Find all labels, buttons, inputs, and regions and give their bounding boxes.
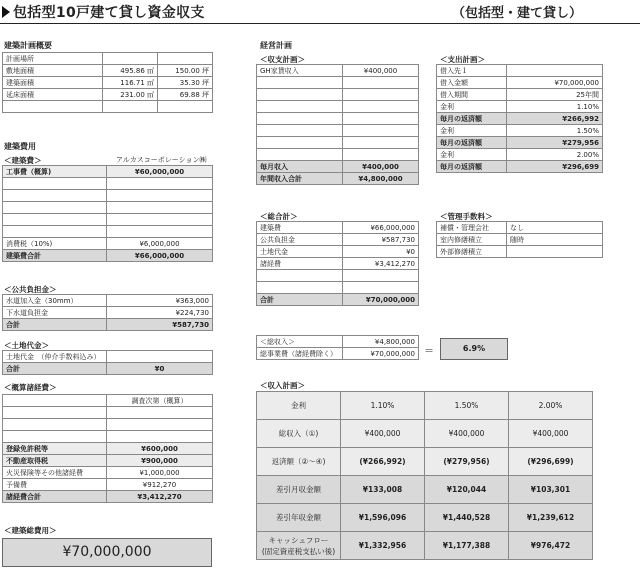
row-label: 諸経費: [257, 258, 343, 270]
cost-heading: 建築費用: [4, 142, 36, 151]
rate-1-value: (¥266,992): [341, 448, 425, 476]
row-value: ¥6,000,000: [107, 238, 213, 250]
yield-table: [256, 335, 419, 360]
row-label: [3, 395, 107, 407]
overview-heading: 建築計画概要: [4, 41, 52, 50]
row-label-note: (固定資産税支払い後): [261, 546, 336, 556]
row-label: 登録免許税等: [3, 443, 107, 455]
row-value: ¥587,730: [343, 234, 419, 246]
table-row: [3, 250, 213, 262]
row-label: [3, 431, 107, 443]
row-label: 諸経費合計: [3, 491, 107, 503]
row-label: 借入先１: [437, 65, 507, 77]
table-row: [3, 226, 213, 238]
table-row: [437, 89, 603, 101]
equals-sign: ＝: [424, 346, 434, 357]
row-value-tsubo: 35.30 坪: [158, 77, 213, 89]
row-label: [257, 504, 341, 532]
table-row: [437, 161, 603, 173]
row-value: ¥296,699: [507, 161, 603, 173]
rate-2-value: ¥1,440,528: [425, 504, 509, 532]
row-value: ¥4,800,000: [343, 173, 419, 185]
table-row: [437, 77, 603, 89]
table-row: [437, 137, 603, 149]
row-label: 合計: [257, 294, 343, 306]
table-row: [3, 178, 213, 190]
income-plan-table: [256, 391, 593, 560]
income-plan-row: [257, 532, 593, 560]
row-value-tsubo: 150.00 坪: [158, 65, 213, 77]
row-label: [257, 476, 341, 504]
row-label: 借入金額: [437, 77, 507, 89]
total-heading: ＜建築総費用＞: [4, 526, 57, 535]
row-label: 建築費合計: [3, 250, 107, 262]
row-label: [3, 419, 107, 431]
mgmt-heading: ＜管理手数料＞: [440, 212, 493, 221]
row-label: 金利: [437, 125, 507, 137]
rate-2-value: ¥1,177,388: [425, 532, 509, 560]
construction-heading: ＜建築費＞: [4, 156, 42, 165]
row-value: ¥266,992: [507, 113, 603, 125]
row-label: 毎月の返済額: [437, 161, 507, 173]
row-label: [3, 178, 107, 190]
table-row: [3, 77, 213, 89]
table-row: [3, 214, 213, 226]
row-value-tsubo: 69.88 坪: [158, 89, 213, 101]
row-label: 水道加入金（30mm）: [3, 295, 107, 307]
table-row: [3, 443, 213, 455]
rate-3-value: 2.00%: [509, 392, 593, 420]
table-row: [3, 395, 213, 407]
row-value: ¥3,412,270: [107, 491, 213, 503]
table-row: [257, 125, 419, 137]
row-value: [343, 270, 419, 282]
table-row: [437, 125, 603, 137]
row-label: 公共負担金: [257, 234, 343, 246]
row-label: 合計: [3, 319, 107, 331]
table-row: [3, 166, 213, 178]
rate-1-value: ¥400,000: [341, 420, 425, 448]
table-row: [3, 53, 213, 65]
table-row: [257, 348, 419, 360]
row-value-sqm: [103, 101, 158, 113]
rate-2-value: 1.50%: [425, 392, 509, 420]
table-row: [3, 479, 213, 491]
row-value: [107, 214, 213, 226]
row-value: ¥600,000: [107, 443, 213, 455]
row-label-text: 差引月収金額: [276, 485, 321, 494]
row-value: [343, 101, 419, 113]
misc-heading: ＜概算諸経費＞: [4, 383, 57, 392]
table-row: [257, 149, 419, 161]
table-row: [437, 246, 603, 258]
row-label: [257, 77, 343, 89]
table-row: [3, 407, 213, 419]
public-heading: ＜公共負担金＞: [4, 285, 57, 294]
rate-3-value: ¥976,472: [509, 532, 593, 560]
row-value-sqm: 116.71 ㎡: [103, 77, 158, 89]
rate-3-value: ¥400,000: [509, 420, 593, 448]
table-row: [3, 467, 213, 479]
row-label: 土地代金: [257, 246, 343, 258]
row-label-text: 総収入（①): [278, 429, 319, 438]
row-value: [343, 77, 419, 89]
rate-2-value: (¥279,956): [425, 448, 509, 476]
row-label-text: 金利: [291, 401, 306, 410]
construction-company: アルカスコーポレーション㈱: [116, 156, 207, 164]
row-label: 金利: [437, 149, 507, 161]
row-value-sqm: 231.00 ㎡: [103, 89, 158, 101]
misc-table: [2, 394, 213, 503]
row-value: ¥70,000,000: [343, 294, 419, 306]
row-label: 外部修繕積立: [437, 246, 507, 258]
page-title: [2, 2, 205, 22]
row-value: [107, 419, 213, 431]
row-label-text: 返済額（②〜④): [271, 457, 326, 466]
row-label: [257, 89, 343, 101]
table-row: [257, 161, 419, 173]
table-row: [257, 101, 419, 113]
row-value: なし: [507, 222, 603, 234]
income-heading: ＜収支計画＞: [260, 55, 305, 64]
row-label: 毎月の返済額: [437, 113, 507, 125]
table-row: [437, 149, 603, 161]
row-value-sqm: [103, 53, 158, 65]
row-value: ¥224,730: [107, 307, 213, 319]
row-label: [3, 226, 107, 238]
row-value: ¥587,730: [107, 319, 213, 331]
yield-result: 6.9%: [440, 338, 508, 360]
rate-3-value: (¥296,699): [509, 448, 593, 476]
row-label: 下水道負担金: [3, 307, 107, 319]
row-label: [257, 532, 341, 560]
plan-heading: 経営計画: [260, 41, 292, 50]
row-label: 補償・管理会社: [437, 222, 507, 234]
row-value: ¥60,000,000: [107, 166, 213, 178]
row-label: [257, 420, 341, 448]
row-value: [107, 431, 213, 443]
rate-1-value: 1.10%: [341, 392, 425, 420]
table-row: [257, 294, 419, 306]
row-value: [107, 407, 213, 419]
rate-3-value: ¥1,239,612: [509, 504, 593, 532]
table-row: [3, 351, 213, 363]
row-label: [257, 137, 343, 149]
table-row: [437, 65, 603, 77]
row-label: [3, 214, 107, 226]
row-value: ¥70,000,000: [507, 77, 603, 89]
income-table: [256, 64, 419, 185]
income-plan-heading: ＜収入計画＞: [260, 381, 305, 390]
land-table: [2, 350, 213, 375]
table-row: [257, 77, 419, 89]
triangle-bullet-icon: [2, 6, 10, 18]
row-value: 1.10%: [507, 101, 603, 113]
row-value: ¥279,956: [507, 137, 603, 149]
table-row: [257, 222, 419, 234]
row-label: 建築面積: [3, 77, 103, 89]
page-title-text: 包括型10戸建て貸し資金収支: [13, 5, 205, 21]
table-row: [3, 202, 213, 214]
row-value: ¥1,000,000: [107, 467, 213, 479]
row-value: ¥0: [107, 363, 213, 375]
row-label-text: キャッシュフロー: [268, 535, 329, 545]
row-value: ¥0: [343, 246, 419, 258]
table-row: [437, 222, 603, 234]
row-label: 年間収入合計: [257, 173, 343, 185]
table-row: [3, 419, 213, 431]
row-label: 金利: [437, 101, 507, 113]
table-row: [257, 89, 419, 101]
row-label: [257, 282, 343, 294]
row-label: 計画場所: [3, 53, 103, 65]
row-label: 不動産取得税: [3, 455, 107, 467]
row-value: [343, 125, 419, 137]
public-table: [2, 294, 213, 331]
overview-table: [2, 52, 213, 113]
table-row: [257, 270, 419, 282]
row-label: [257, 448, 341, 476]
row-label: 敷地面積: [3, 65, 103, 77]
rate-1-value: ¥1,596,096: [341, 504, 425, 532]
table-row: [257, 113, 419, 125]
rate-3-value: ¥103,301: [509, 476, 593, 504]
row-label: [257, 149, 343, 161]
table-row: [3, 89, 213, 101]
table-row: [257, 282, 419, 294]
row-label: 室内修繕積立: [437, 234, 507, 246]
total-cost-value: ¥70,000,000: [2, 538, 212, 567]
table-row: [3, 65, 213, 77]
row-value: [343, 149, 419, 161]
row-label: [257, 392, 341, 420]
income-plan-row: [257, 392, 593, 420]
table-row: [437, 113, 603, 125]
table-row: [257, 336, 419, 348]
income-plan-row: [257, 476, 593, 504]
row-value: ¥363,000: [107, 295, 213, 307]
row-label: 延床面積: [3, 89, 103, 101]
table-row: [437, 234, 603, 246]
table-row: [3, 455, 213, 467]
table-row: [3, 238, 213, 250]
table-row: [3, 363, 213, 375]
row-label: 建築費: [257, 222, 343, 234]
row-value: [343, 89, 419, 101]
row-value: ¥400,000: [343, 65, 419, 77]
row-label: [3, 101, 103, 113]
summary-table: [256, 221, 419, 306]
table-row: [3, 431, 213, 443]
row-value: ¥70,000,000: [343, 348, 419, 360]
row-value: ¥4,800,000: [343, 336, 419, 348]
row-label: [257, 125, 343, 137]
row-value: ¥912,270: [107, 479, 213, 491]
table-row: [437, 101, 603, 113]
row-label-text: 差引年収金額: [276, 513, 321, 522]
row-label: 土地代金 （仲介手数料込み）: [3, 351, 107, 363]
row-label: 毎月の返済額: [437, 137, 507, 149]
row-value: [343, 282, 419, 294]
table-row: [257, 137, 419, 149]
page-subtitle: （包括型・建て貸し）: [451, 6, 582, 21]
income-plan-row: [257, 504, 593, 532]
row-value: ¥66,000,000: [107, 250, 213, 262]
row-label: 火災保険等その他諸経費: [3, 467, 107, 479]
row-value: ¥900,000: [107, 455, 213, 467]
row-label: ＜総収入＞: [257, 336, 343, 348]
row-value: 25年間: [507, 89, 603, 101]
income-plan-row: [257, 420, 593, 448]
table-row: [3, 491, 213, 503]
row-label: 借入期間: [437, 89, 507, 101]
table-row: [3, 101, 213, 113]
row-label: [257, 270, 343, 282]
table-row: [257, 65, 419, 77]
row-label: 工事費（概算): [3, 166, 107, 178]
table-row: [3, 190, 213, 202]
row-label: [257, 113, 343, 125]
row-value-sqm: 495.86 ㎡: [103, 65, 158, 77]
row-value: [343, 137, 419, 149]
table-row: [257, 258, 419, 270]
rate-1-value: ¥1,332,956: [341, 532, 425, 560]
land-heading: ＜土地代金＞: [4, 341, 49, 350]
table-row: [3, 319, 213, 331]
row-label: 予備費: [3, 479, 107, 491]
rate-2-value: ¥400,000: [425, 420, 509, 448]
expense-table: [436, 64, 603, 173]
row-value-tsubo: [158, 101, 213, 113]
mgmt-table: [436, 221, 603, 258]
row-label: [257, 101, 343, 113]
row-label: 消費税（10%): [3, 238, 107, 250]
row-label: 総事業費（諸経費除く）: [257, 348, 343, 360]
table-row: [257, 173, 419, 185]
table-row: [257, 246, 419, 258]
row-label: [3, 407, 107, 419]
summary-heading: ＜総合計＞: [260, 212, 298, 221]
table-row: [257, 234, 419, 246]
construction-table: [2, 165, 213, 262]
row-value: ¥66,000,000: [343, 222, 419, 234]
row-value: [507, 65, 603, 77]
row-value: [107, 178, 213, 190]
rate-2-value: ¥120,044: [425, 476, 509, 504]
row-value: 1.50%: [507, 125, 603, 137]
row-value: ¥3,412,270: [343, 258, 419, 270]
row-value: [107, 351, 213, 363]
table-row: [3, 295, 213, 307]
table-row: [3, 307, 213, 319]
header-rule: [0, 23, 640, 24]
row-label: [3, 190, 107, 202]
row-label: 合計: [3, 363, 107, 375]
row-value: [107, 226, 213, 238]
row-value: 調査次第（概算）: [107, 395, 213, 407]
rate-1-value: ¥133,008: [341, 476, 425, 504]
expense-heading: ＜支出計画＞: [440, 55, 485, 64]
row-value-tsubo: [158, 53, 213, 65]
row-value: [107, 202, 213, 214]
row-label: 毎月収入: [257, 161, 343, 173]
row-value: [107, 190, 213, 202]
row-value: 随時: [507, 234, 603, 246]
row-label: [3, 202, 107, 214]
row-value: ¥400,000: [343, 161, 419, 173]
row-value: [343, 113, 419, 125]
row-value: [507, 246, 603, 258]
income-plan-row: [257, 448, 593, 476]
row-label: GH家賃収入: [257, 65, 343, 77]
row-value: 2.00%: [507, 149, 603, 161]
